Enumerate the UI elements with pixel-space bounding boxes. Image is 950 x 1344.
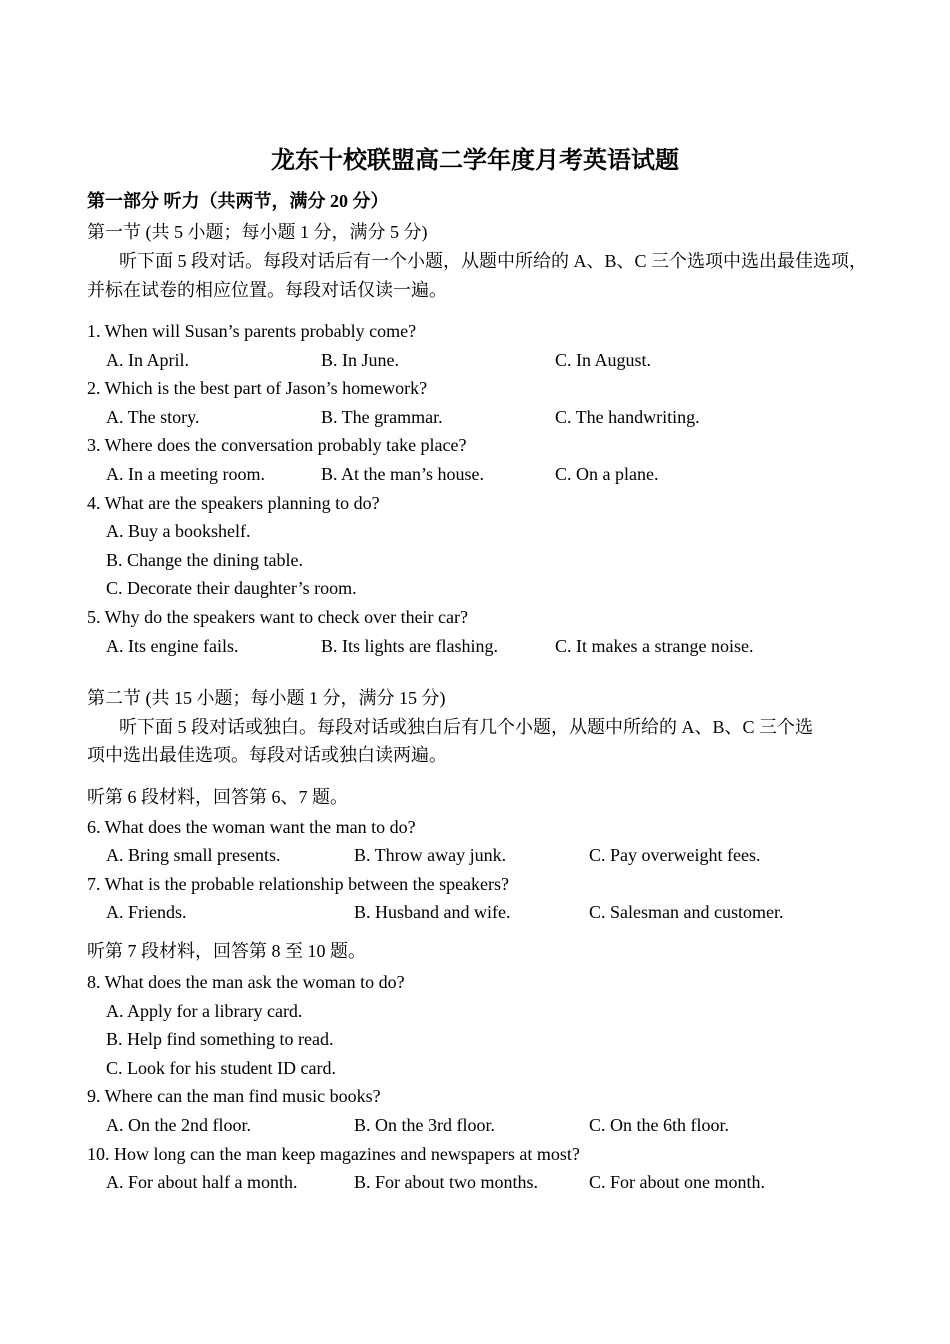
question-1: 1. When will Susan’s parents probably come? [87,321,417,341]
q1-option-c: C. In August. [555,350,652,370]
material-7-heading: 听第 7 段材料，回答第 8 至 10 题。 [87,941,366,961]
q1-option-b: B. In June. [321,350,399,370]
question-8: 8. What does the man ask the woman to do? [87,972,405,992]
question-7: 7. What is the probable relationship between the speakers? [87,874,510,894]
q1-option-a: A. In April. [106,350,189,370]
q2-option-b: B. The grammar. [321,407,443,427]
exam-title: 龙东十校联盟高二学年度月考英语试题 [271,145,679,174]
q8-option-c: C. Look for his student ID card. [106,1058,336,1078]
q6-option-c: C. Pay overweight fees. [589,845,761,865]
q9-option-a: A. On the 2nd floor. [106,1115,251,1135]
q9-option-c: C. On the 6th floor. [589,1115,729,1135]
q10-option-b: B. For about two months. [354,1172,539,1192]
q7-option-b: B. Husband and wife. [354,902,511,922]
section1-heading: 第一节 (共 5 小题；每小题 1 分，满分 5 分) [87,222,428,242]
part1-heading: 第一部分 听力（共两节，满分 20 分） [87,191,389,211]
q4-option-b: B. Change the dining table. [106,550,303,570]
section2-instruction-line1: 听下面 5 段对话或独白。每段对话或独白后有几个小题，从题中所给的 A、B、C 三个选 [119,717,814,737]
question-5: 5. Why do the speakers want to check over their car? [87,607,469,627]
q6-option-b: B. Throw away junk. [354,845,507,865]
q8-option-a: A. Apply for a library card. [106,1001,303,1021]
question-9: 9. Where can the man find music books? [87,1086,381,1106]
section1-instruction-line2: 并标在试卷的相应位置。每段对话仅读一遍。 [87,280,447,300]
section2-instruction-line2: 项中选出最佳选项。每段对话或独白读两遍。 [87,745,447,765]
question-2: 2. Which is the best part of Jason’s homework? [87,378,428,398]
q3-option-b: B. At the man’s house. [321,464,484,484]
q5-option-a: A. Its engine fails. [106,636,239,656]
q2-option-c: C. The handwriting. [555,407,700,427]
q6-option-a: A. Bring small presents. [106,845,281,865]
q5-option-b: B. Its lights are flashing. [321,636,498,656]
q7-option-c: C. Salesman and customer. [589,902,784,922]
question-4: 4. What are the speakers planning to do? [87,493,380,513]
material-6-heading: 听第 6 段材料，回答第 6、7 题。 [87,787,348,807]
q7-option-a: A. Friends. [106,902,187,922]
q8-option-b: B. Help find something to read. [106,1029,334,1049]
q9-option-b: B. On the 3rd floor. [354,1115,495,1135]
q2-option-a: A. The story. [106,407,200,427]
section1-instruction-line1: 听下面 5 段对话。每段对话后有一个小题，从题中所给的 A、B、C 三个选项中选出最佳选项， [119,251,868,271]
q3-option-c: C. On a plane. [555,464,659,484]
question-6: 6. What does the woman want the man to do? [87,817,416,837]
question-3: 3. Where does the conversation probably take place? [87,435,467,455]
q4-option-c: C. Decorate their daughter’s room. [106,578,357,598]
q10-option-c: C. For about one month. [589,1172,765,1192]
q4-option-a: A. Buy a bookshelf. [106,521,251,541]
q3-option-a: A. In a meeting room. [106,464,265,484]
question-10: 10. How long can the man keep magazines and newspapers at most? [87,1144,580,1164]
section2-heading: 第二节 (共 15 小题；每小题 1 分，满分 15 分) [87,688,446,708]
q5-option-c: C. It makes a strange noise. [555,636,754,656]
q10-option-a: A. For about half a month. [106,1172,298,1192]
